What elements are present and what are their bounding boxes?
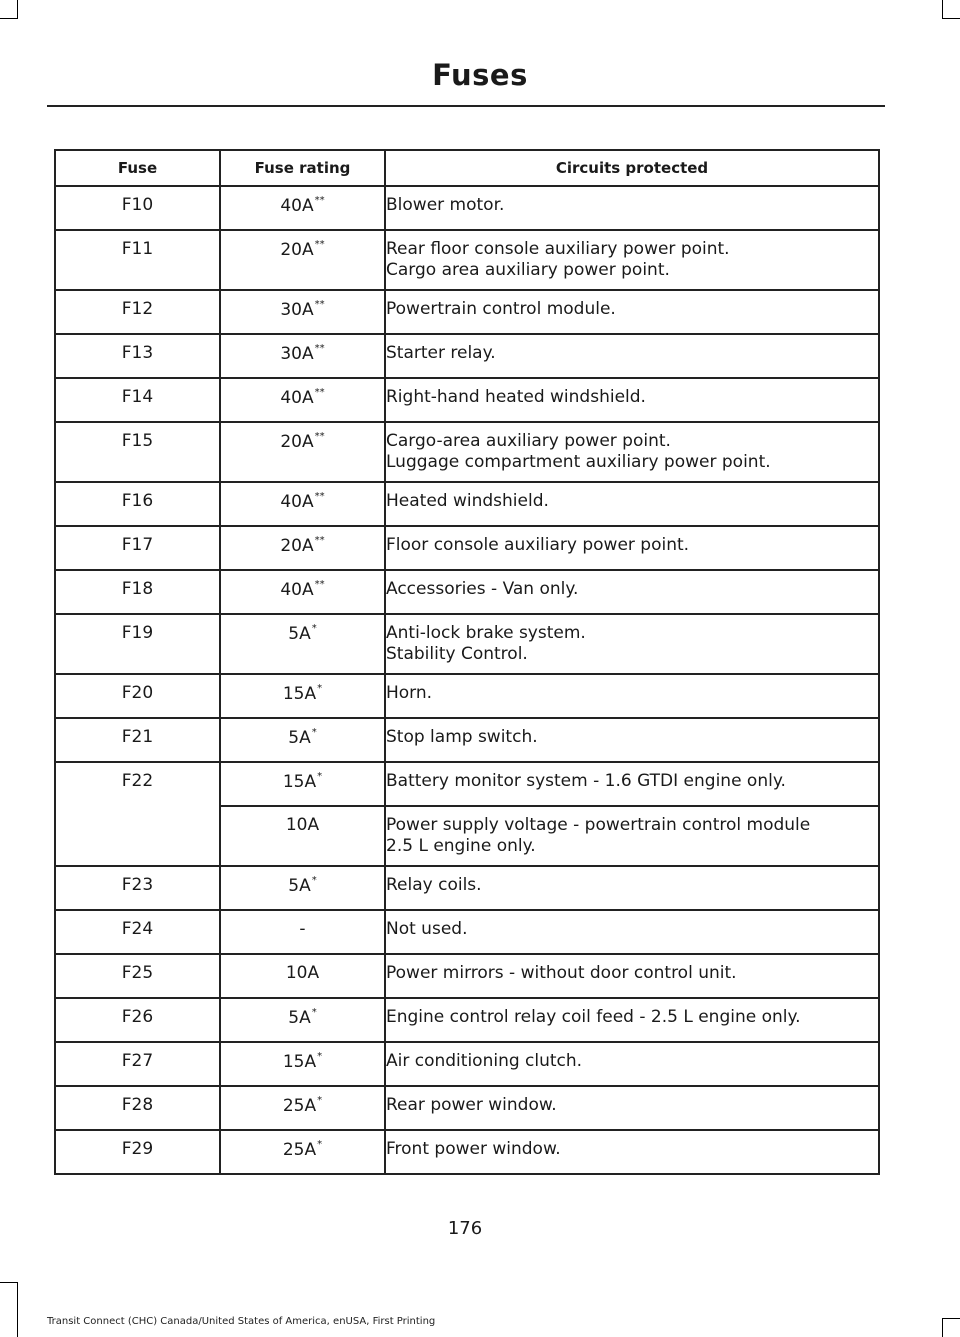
fuse-id: F23 [55, 866, 220, 910]
table-row [55, 614, 879, 674]
footnote-mark: ** [314, 431, 325, 442]
fuse-id: F29 [55, 1130, 220, 1174]
circuit-line: Luggage compartment auxiliary power point. [386, 452, 771, 472]
fuse-rating [220, 570, 385, 614]
table-row [55, 998, 879, 1042]
circuits-protected [385, 378, 879, 422]
circuit-line: Battery monitor system - 1.6 GTDI engine only. [386, 771, 786, 791]
fuse-id: F20 [55, 674, 220, 718]
fuse-rating-value: 10A [285, 815, 320, 835]
fuse-id: F24 [55, 910, 220, 954]
circuit-line: Floor console auxiliary power point. [386, 535, 690, 555]
fuse-rating-value: 20A [280, 432, 314, 452]
crop-mark [17, 1282, 18, 1337]
fuse-id: F12 [55, 290, 220, 334]
page-number: 176 [447, 1218, 483, 1239]
fuse-rating [220, 806, 385, 866]
circuit-line: Power mirrors - without door control unit. [386, 963, 737, 983]
footnote-mark: ** [314, 195, 325, 206]
table-row [55, 674, 879, 718]
circuit-line: Blower motor. [386, 195, 505, 215]
fuse-rating-value: 40A [280, 196, 314, 216]
fuse-rating [220, 910, 385, 954]
fuse-rating [220, 186, 385, 230]
circuits-protected [385, 614, 879, 674]
footnote-mark: * [311, 623, 317, 634]
fuse-id: F13 [55, 334, 220, 378]
table-row [55, 1086, 879, 1130]
fuse-rating-value: 30A [280, 300, 314, 320]
fuse-rating [220, 1130, 385, 1174]
circuits-protected [385, 910, 879, 954]
fuse-rating-value: 5A [288, 876, 311, 896]
column-header-circuits-protected: Circuits protected [385, 150, 879, 186]
fuse-rating [220, 290, 385, 334]
title-divider [47, 105, 885, 107]
fuse-rating-value: 40A [280, 388, 314, 408]
circuit-line: Heated windshield. [386, 491, 549, 511]
fuse-id: F16 [55, 482, 220, 526]
table-row [55, 570, 879, 614]
footnote-mark: ** [314, 387, 325, 398]
circuit-line: Power supply voltage - powertrain control module [386, 815, 811, 835]
circuit-line: Air conditioning clutch. [386, 1051, 583, 1071]
footnote-mark: ** [314, 343, 325, 354]
fuse-rating [220, 866, 385, 910]
crop-mark [0, 1282, 18, 1283]
fuse-id: F25 [55, 954, 220, 998]
circuits-protected [385, 806, 879, 866]
circuit-line: Starter relay. [386, 343, 496, 363]
column-header-fuse-rating: Fuse rating [220, 150, 385, 186]
circuits-protected [385, 674, 879, 718]
table-row [55, 334, 879, 378]
fuse-rating [220, 1086, 385, 1130]
fuse-rating [220, 378, 385, 422]
circuit-line: Rear power window. [386, 1095, 557, 1115]
circuit-line: Right-hand heated windshield. [386, 387, 646, 407]
circuit-line: Anti-lock brake system. [386, 623, 586, 643]
footnote-mark: * [317, 1139, 323, 1150]
table-row [55, 186, 879, 230]
fuse-id: F28 [55, 1086, 220, 1130]
circuit-line: Horn. [386, 683, 433, 703]
circuit-line: Front power window. [386, 1139, 561, 1159]
circuits-protected [385, 1086, 879, 1130]
fuse-rating [220, 482, 385, 526]
circuit-line: 2.5 L engine only. [386, 836, 536, 856]
footnote-mark: ** [314, 579, 325, 590]
table-row [55, 378, 879, 422]
circuits-protected [385, 718, 879, 762]
circuit-line: Rear floor console auxiliary power point. [386, 239, 730, 259]
table-row [55, 230, 879, 290]
footer-text: Transit Connect (CHC) Canada/United States of America, enUSA, First Printing [47, 1316, 436, 1327]
circuits-protected [385, 334, 879, 378]
table-row [55, 482, 879, 526]
fuse-rating-value: 15A [282, 772, 317, 792]
fuse-id: F22 [55, 762, 220, 866]
footnote-mark: * [317, 1051, 323, 1062]
footnote-mark: * [311, 727, 317, 738]
fuse-rating [220, 762, 385, 806]
table-row [55, 910, 879, 954]
fuse-rating [220, 954, 385, 998]
table-row [55, 954, 879, 998]
circuits-protected [385, 762, 879, 806]
fuse-rating [220, 526, 385, 570]
fuse-id: F21 [55, 718, 220, 762]
footnote-mark: ** [314, 239, 325, 250]
fuse-table [54, 149, 880, 1175]
crop-mark [942, 18, 960, 19]
circuit-line: Powertrain control module. [386, 299, 616, 319]
fuse-id: F19 [55, 614, 220, 674]
footnote-mark: * [311, 875, 317, 886]
circuit-line: Stop lamp switch. [386, 727, 538, 747]
table-row [55, 1042, 879, 1086]
circuit-line: Relay coils. [386, 875, 482, 895]
page-title: Fuses [432, 58, 528, 92]
crop-mark [0, 18, 18, 19]
circuit-line: Cargo-area auxiliary power point. [386, 431, 671, 451]
circuits-protected [385, 482, 879, 526]
table-row [55, 422, 879, 482]
footnote-mark: * [317, 771, 323, 782]
circuit-line: Not used. [386, 919, 468, 939]
crop-mark [942, 1318, 943, 1337]
fuse-rating-value: 20A [280, 536, 314, 556]
fuse-rating-value: 30A [280, 344, 314, 364]
fuse-id: F17 [55, 526, 220, 570]
fuse-id: F15 [55, 422, 220, 482]
fuse-rating [220, 998, 385, 1042]
circuits-protected [385, 866, 879, 910]
circuits-protected [385, 954, 879, 998]
crop-mark [942, 1318, 960, 1319]
fuse-id: F26 [55, 998, 220, 1042]
table-row [55, 762, 879, 806]
circuit-line: Stability Control. [386, 644, 528, 664]
circuits-protected [385, 422, 879, 482]
fuse-rating-value: 25A [282, 1140, 317, 1160]
fuse-id: F18 [55, 570, 220, 614]
circuit-line: Accessories - Van only. [386, 579, 579, 599]
fuse-rating [220, 1042, 385, 1086]
circuit-line: Cargo area auxiliary power point. [386, 260, 670, 280]
column-header-fuse: Fuse [55, 150, 220, 186]
footnote-mark: ** [314, 299, 325, 310]
footnote-mark: * [317, 683, 323, 694]
fuse-rating-value: 15A [282, 684, 317, 704]
fuse-rating [220, 422, 385, 482]
circuits-protected [385, 526, 879, 570]
fuse-rating [220, 230, 385, 290]
fuse-rating-value: 25A [282, 1096, 317, 1116]
table-header-row [55, 150, 879, 186]
fuse-rating-value: 10A [285, 963, 320, 983]
circuits-protected [385, 998, 879, 1042]
fuse-rating-value: 40A [280, 492, 314, 512]
fuse-id: F10 [55, 186, 220, 230]
footnote-mark: * [317, 1095, 323, 1106]
table-row [55, 526, 879, 570]
circuits-protected [385, 1130, 879, 1174]
fuse-rating-value: 20A [280, 240, 314, 260]
fuse-rating [220, 674, 385, 718]
table-row [55, 718, 879, 762]
fuse-id: F14 [55, 378, 220, 422]
fuse-rating-value: 40A [280, 580, 314, 600]
fuse-rating [220, 614, 385, 674]
fuse-rating [220, 334, 385, 378]
fuse-rating-value: 5A [288, 624, 311, 644]
fuse-id: F27 [55, 1042, 220, 1086]
fuse-id: F11 [55, 230, 220, 290]
circuits-protected [385, 290, 879, 334]
fuse-rating-value: 5A [288, 1008, 311, 1028]
crop-mark [942, 0, 943, 19]
crop-mark [17, 0, 18, 19]
table-row [55, 290, 879, 334]
circuits-protected [385, 570, 879, 614]
footnote-mark: ** [314, 491, 325, 502]
fuse-rating-value: 5A [288, 728, 311, 748]
fuse-rating [220, 718, 385, 762]
table-row [55, 866, 879, 910]
footnote-mark: ** [314, 535, 325, 546]
fuse-rating-value: 15A [282, 1052, 317, 1072]
circuits-protected [385, 230, 879, 290]
circuits-protected [385, 186, 879, 230]
fuse-rating-value: - [299, 919, 306, 939]
circuit-line: Engine control relay coil feed - 2.5 L engine only. [386, 1007, 801, 1027]
circuits-protected [385, 1042, 879, 1086]
table-row [55, 1130, 879, 1174]
footnote-mark: * [311, 1007, 317, 1018]
